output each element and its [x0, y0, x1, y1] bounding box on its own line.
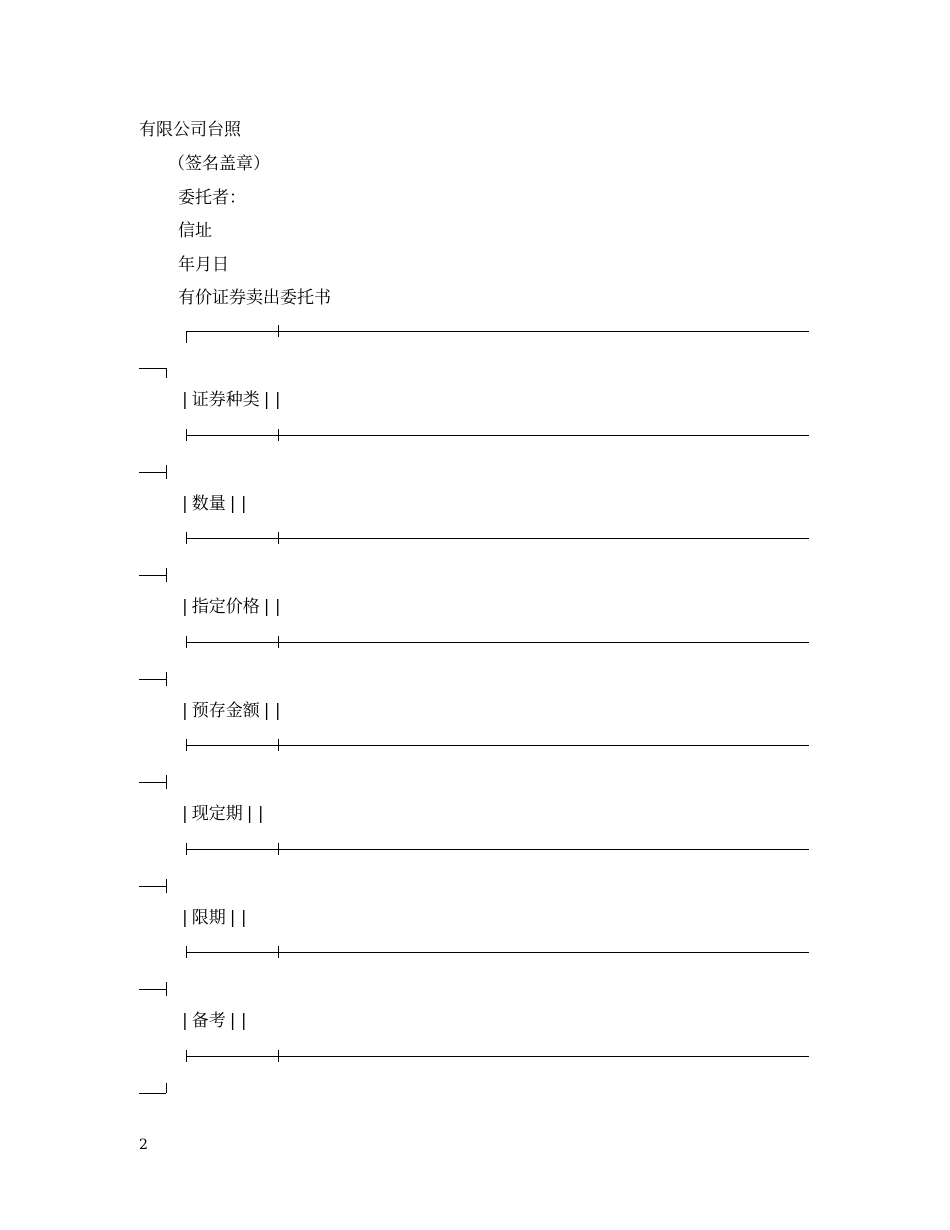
table-border-line	[186, 849, 809, 850]
table-border-tail-tick	[166, 879, 167, 893]
page-number: 2	[139, 1137, 148, 1153]
table-border-tail	[139, 472, 166, 473]
table-row	[182, 908, 247, 928]
table-pipe: | |	[263, 390, 281, 410]
table-divider-tick	[278, 1050, 279, 1062]
table-divider-tick	[278, 843, 279, 855]
table-divider-tick	[278, 429, 279, 441]
table-border-line	[186, 642, 809, 643]
table-divider-tick	[278, 532, 279, 544]
table-divider-tick	[278, 739, 279, 751]
table-row	[182, 1011, 247, 1031]
table-pipe: | |	[263, 701, 281, 721]
company-line: 有限公司台照	[139, 120, 241, 140]
table-border-tick	[186, 532, 187, 544]
table-divider-tick	[278, 946, 279, 958]
table-border-line	[186, 538, 809, 539]
table-pipe: |	[182, 908, 188, 928]
table-pipe: |	[182, 390, 188, 410]
table-row	[182, 390, 281, 410]
table-pipe: |	[182, 804, 188, 824]
table-border-tail-tick	[166, 568, 167, 582]
table-pipe: |	[182, 1011, 188, 1031]
address-label: 信址	[178, 221, 212, 241]
signature-note: （签名盖章）	[168, 154, 270, 174]
table-row-label: 预存金额	[191, 701, 260, 721]
table-border-tick	[186, 1050, 187, 1062]
table-row-label: 限期	[191, 908, 226, 928]
table-pipe: | |	[246, 804, 264, 824]
table-row-label: 现定期	[191, 804, 243, 824]
table-border-line	[186, 435, 809, 436]
table-border-tail	[139, 989, 166, 990]
table-border-tail-tick	[166, 1083, 167, 1093]
table-border-line	[186, 1056, 809, 1057]
table-border-tick	[186, 429, 187, 441]
table-row-label: 数量	[191, 494, 226, 514]
table-border-tick	[186, 946, 187, 958]
table-row	[182, 494, 247, 514]
table-pipe: |	[182, 494, 188, 514]
table-pipe: |	[182, 597, 188, 617]
form-title: 有价证券卖出委托书	[178, 288, 331, 308]
table-pipe: | |	[263, 597, 281, 617]
table-divider-tick	[278, 325, 279, 337]
table-divider-tick	[278, 636, 279, 648]
table-row-label: 备考	[191, 1011, 226, 1031]
table-border-tail	[139, 575, 166, 576]
table-border-tail	[139, 782, 166, 783]
table-border-tail-tick	[166, 672, 167, 686]
date-label: 年月日	[178, 255, 229, 275]
table-border-line	[186, 952, 809, 953]
table-pipe: | |	[229, 494, 247, 514]
table-pipe: | |	[229, 908, 247, 928]
table-pipe: | |	[229, 1011, 247, 1031]
table-border-line	[186, 331, 809, 332]
table-row	[182, 804, 264, 824]
table-border-tail-tick	[166, 982, 167, 996]
table-border-tail	[139, 1093, 166, 1094]
table-border-tail	[139, 679, 166, 680]
table-border-tail	[139, 368, 166, 369]
table-border-tick	[186, 331, 187, 343]
table-border-tail-tick	[166, 465, 167, 479]
client-label: 委托者：	[178, 188, 246, 208]
table-border-tick	[186, 843, 187, 855]
table-border-tail-tick	[166, 368, 167, 378]
table-row	[182, 701, 281, 721]
table-border-tick	[186, 739, 187, 751]
table-row	[182, 597, 281, 617]
table-border-tail-tick	[166, 775, 167, 789]
table-row-label: 证券种类	[191, 390, 260, 410]
table-border-tick	[186, 636, 187, 648]
table-border-line	[186, 745, 809, 746]
table-pipe: |	[182, 701, 188, 721]
table-row-label: 指定价格	[191, 597, 260, 617]
table-border-tail	[139, 886, 166, 887]
